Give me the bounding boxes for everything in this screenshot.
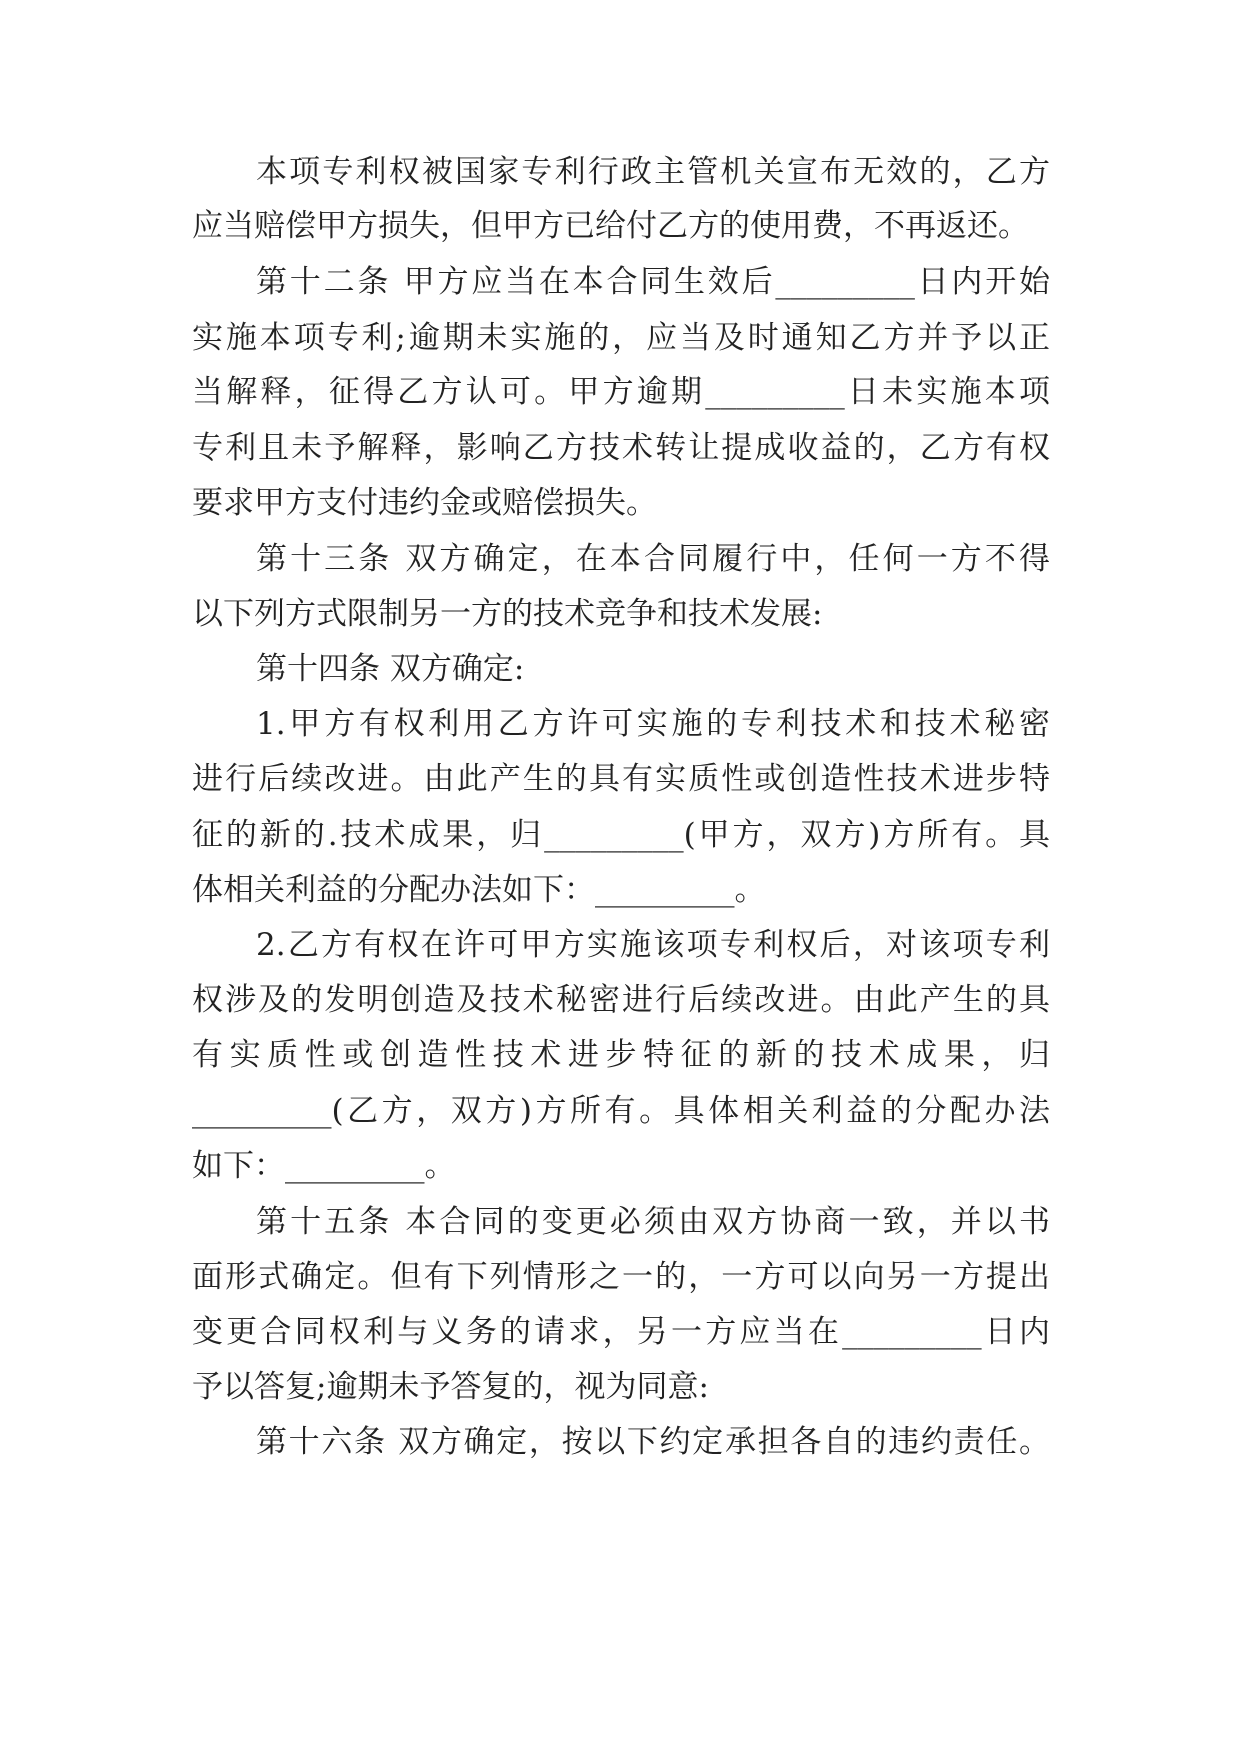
text-line: 权涉及的发明创造及技术秘密进行后续改进。由此产生的具: [192, 982, 1050, 1018]
text-line: _________(乙方，双方)方所有。具体相关利益的分配办法: [192, 1093, 1050, 1129]
text-line: 本项专利权被国家专利行政主管机关宣布无效的，乙方: [256, 154, 1050, 190]
text-line: 第十三条 双方确定，在本合同履行中，任何一方不得: [256, 541, 1050, 577]
text-line: 以下列方式限制另一方的技术竞争和技术发展:: [192, 596, 823, 632]
text-line: 如下：_________。: [192, 1148, 456, 1184]
text-line: 征的新的.技术成果，归_________(甲方，双方)方所有。具: [192, 817, 1050, 853]
text-line: 当解释，征得乙方认可。甲方逾期_________日未实施本项: [192, 374, 1050, 410]
text-line: 面形式确定。但有下列情形之一的，一方可以向另一方提出: [192, 1259, 1050, 1295]
text-line: 体相关利益的分配办法如下：_________。: [192, 872, 766, 908]
text-line: 要求甲方支付违约金或赔偿损失。: [192, 485, 657, 521]
text-line: 进行后续改进。由此产生的具有实质性或创造性技术进步特: [192, 761, 1050, 797]
text-line: 应当赔偿甲方损失，但甲方已给付乙方的使用费，不再返还。: [192, 208, 1029, 244]
text-line: 第十六条 双方确定，按以下约定承担各自的违约责任。: [256, 1424, 1050, 1460]
text-line: 第十四条 双方确定:: [256, 651, 525, 687]
text-line: 第十二条 甲方应当在本合同生效后_________日内开始: [256, 264, 1050, 300]
text-line: 第十五条 本合同的变更必须由双方协商一致，并以书: [256, 1204, 1050, 1240]
text-line: 2.乙方有权在许可甲方实施该项专利权后，对该项专利: [256, 927, 1050, 963]
text-line: 有实质性或创造性技术进步特征的新的技术成果，归: [192, 1037, 1050, 1073]
text-line: 1.甲方有权利用乙方许可实施的专利技术和技术秘密: [256, 706, 1050, 742]
text-line: 变更合同权利与义务的请求，另一方应当在_________日内: [192, 1314, 1050, 1350]
text-line: 实施本项专利;逾期未实施的，应当及时通知乙方并予以正: [192, 320, 1050, 356]
text-line: 予以答复;逾期未予答复的，视为同意:: [192, 1369, 709, 1405]
text-line: 专利且未予解释，影响乙方技术转让提成收益的，乙方有权: [192, 430, 1050, 466]
